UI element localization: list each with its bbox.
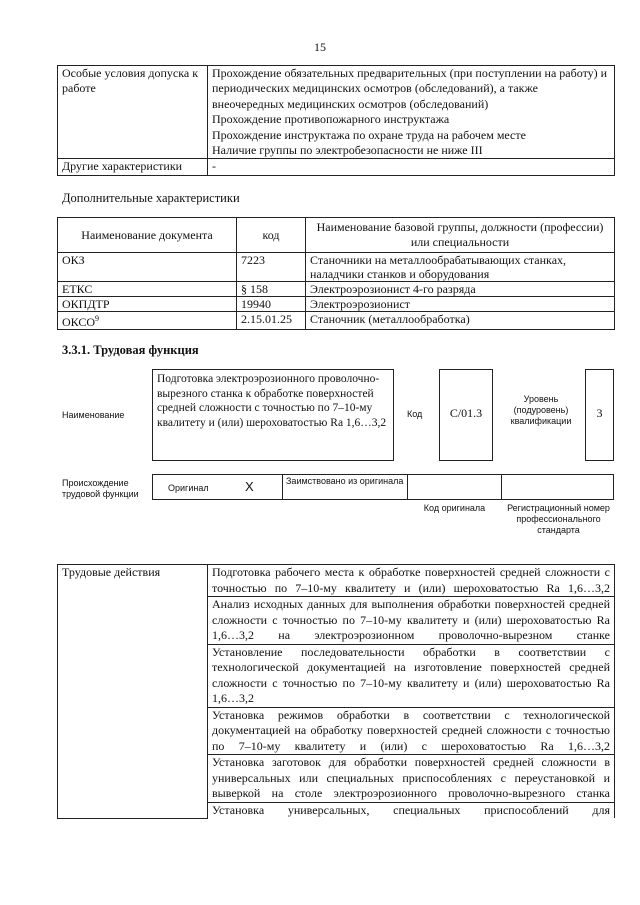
doc-cell [58,312,237,330]
table-row [58,565,615,597]
code-cell: 2.15.01.25 [237,312,306,330]
function-code-value: C/01.3 [439,369,493,461]
row-label: Особые условия допуска к работе [58,66,208,159]
labor-action-item: Подготовка рабочего места к обработке поверхностей средней сложности с точностью по 7–10-му квалитету и (или) шероховатостью Ra 1,6…3,2 [208,565,615,597]
doc-cell: ОКЗ [58,253,237,282]
footnote-mark: 9 [95,314,100,323]
column-header: код [237,218,306,253]
name-cell: Станочники на металлообрабатывающих станках, наладчики станков и оборудования [306,253,615,282]
row-label: Другие характеристики [58,159,208,175]
row-value [208,66,615,159]
text-line: Наличие группы по электробезопасности не ниже III [212,143,483,158]
labor-action-item: Установка универсальных, специальных приспособлений для [208,802,615,818]
table-row [58,66,615,159]
header-row [58,218,615,253]
table-row [58,312,615,330]
original-mark: X [245,479,254,494]
labor-action-item: Установление последовательности обработки в соответствии с технологической документацией на изготовление поверхностей средней сложности с точностью по 7–10-му квалитету и (или) шероховатостью Ra 1,6…3,2 [208,644,615,707]
labor-action-item: Установка заготовок для обработки поверхностей средней сложности в универсальных или специальных приспособлениях с переустановкой и выверкой на столе электроэрозионного проволочно-вырезного станка [208,755,615,803]
code-label: Код [407,409,423,419]
code-cell: 7223 [237,253,306,282]
code-original-caption: Код оригинала [423,503,486,513]
section-title: 3.3.1. Трудовая функция [62,343,199,357]
table-row [58,282,615,297]
page-number: 15 [314,40,326,54]
table-row [58,297,615,312]
code-original-cell [407,474,502,500]
doc-cell: ОКПДТР [58,297,237,312]
additional-characteristics-table [57,217,615,330]
row-value: - [208,159,615,175]
section-heading: Дополнительные характеристики [62,191,240,205]
column-header: Наименование базовой группы, должности (профессии) или специальности [306,218,615,253]
origin-label: Происхождение трудовой функции [62,478,139,499]
reg-number-caption: Регистрационный номер профессионального стандарта [507,503,610,535]
original-label: Оригинал [168,483,209,493]
code-cell: § 158 [237,282,306,297]
function-name-value: Подготовка электроэрозионного проволочно-вырезного станка к обработке поверхностей средней сложности с точностью по 7–10-му квалитету и (или) шероховатостью Ra 1,6…3,2 [152,369,394,461]
text-line: Прохождение обязательных предварительных (при поступлении на работу) и периодических медицинских осмотров (обследований), а также внеочередных медицинских осмотров (обследований) [212,66,608,111]
level-value: 3 [585,369,614,461]
labor-action-item: Установка режимов обработки в соответствии с технологической документацией на обработку поверхностей средней сложности с точностью по 7–10-му квалитету и (или) с шероховатостью Ra 1,6…3,2 [208,707,615,755]
text-line: Прохождение инструктажа по охране труда на рабочем месте [212,127,526,142]
text-line: Прохождение противопожарного инструктажа [212,112,450,127]
doc-text: ОКСО [62,315,96,329]
borrowed-cell: Заимствовано из оригинала [282,474,408,500]
column-header: Наименование документа [58,218,237,253]
conditions-table [57,65,615,176]
original-cell [152,474,283,500]
level-label: Уровень (подуровень) квалификации [510,394,572,426]
name-cell: Электроэрозионист [306,297,615,312]
name-cell: Станочник (металлообработка) [306,312,615,330]
code-cell: 19940 [237,297,306,312]
name-label: Наименование [62,410,125,420]
table-row [58,159,615,175]
labor-actions-label: Трудовые действия [58,565,208,819]
doc-cell: ЕТКС [58,282,237,297]
labor-action-item: Анализ исходных данных для выполнения обработки поверхностей средней сложности с точностью по 7–10-му квалитету и (или) шероховатостью Ra 1,6…3,2 на электроэрозионном проволочно-вырезном станке [208,597,615,645]
labor-actions-table [57,564,615,819]
name-cell: Электроэрозионист 4-го разряда [306,282,615,297]
table-row [58,253,615,282]
reg-number-cell [501,474,614,500]
